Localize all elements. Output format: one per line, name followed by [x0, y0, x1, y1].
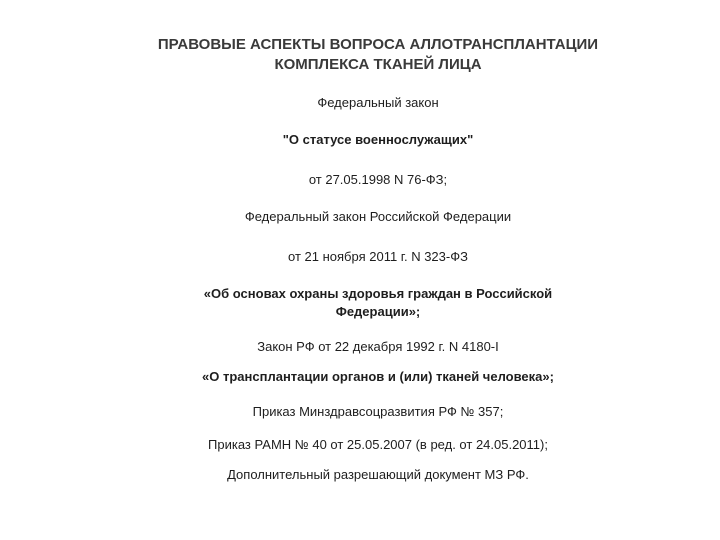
title-line-2: КОМПЛЕКСА ТКАНЕЙ ЛИЦА	[274, 56, 482, 73]
title-line-1: ПРАВОВЫЕ АСПЕКТЫ ВОПРОСА АЛЛОТРАНСПЛАНТАЦИИ	[157, 36, 599, 53]
law-label: Закон РФ от 22 декабря 1992 г. N 4180-I	[257, 339, 499, 354]
law-title: «О трансплантации органов и (или) тканей человека»;	[202, 369, 554, 384]
document-item: Дополнительный разрешающий документ МЗ РФ.	[227, 467, 529, 482]
law-title-line-1: «Об основах охраны здоровья граждан в Российской	[203, 286, 553, 301]
law-date: от 21 ноября 2011 г. N 323-ФЗ	[288, 249, 468, 264]
order-item: Приказ РАМН № 40 от 25.05.2007 (в ред. от 24.05.2011);	[208, 437, 548, 452]
law-date: от 27.05.1998 N 76-ФЗ;	[308, 172, 448, 187]
law-title-line-2: Федерации»;	[335, 304, 421, 319]
law-title: "О статусе военнослужащих"	[282, 132, 474, 147]
law-label: Федеральный закон Российской Федерации	[244, 209, 512, 224]
law-label: Федеральный закон	[317, 95, 439, 110]
order-item: Приказ Минздравсоцразвития РФ № 357;	[252, 404, 504, 419]
